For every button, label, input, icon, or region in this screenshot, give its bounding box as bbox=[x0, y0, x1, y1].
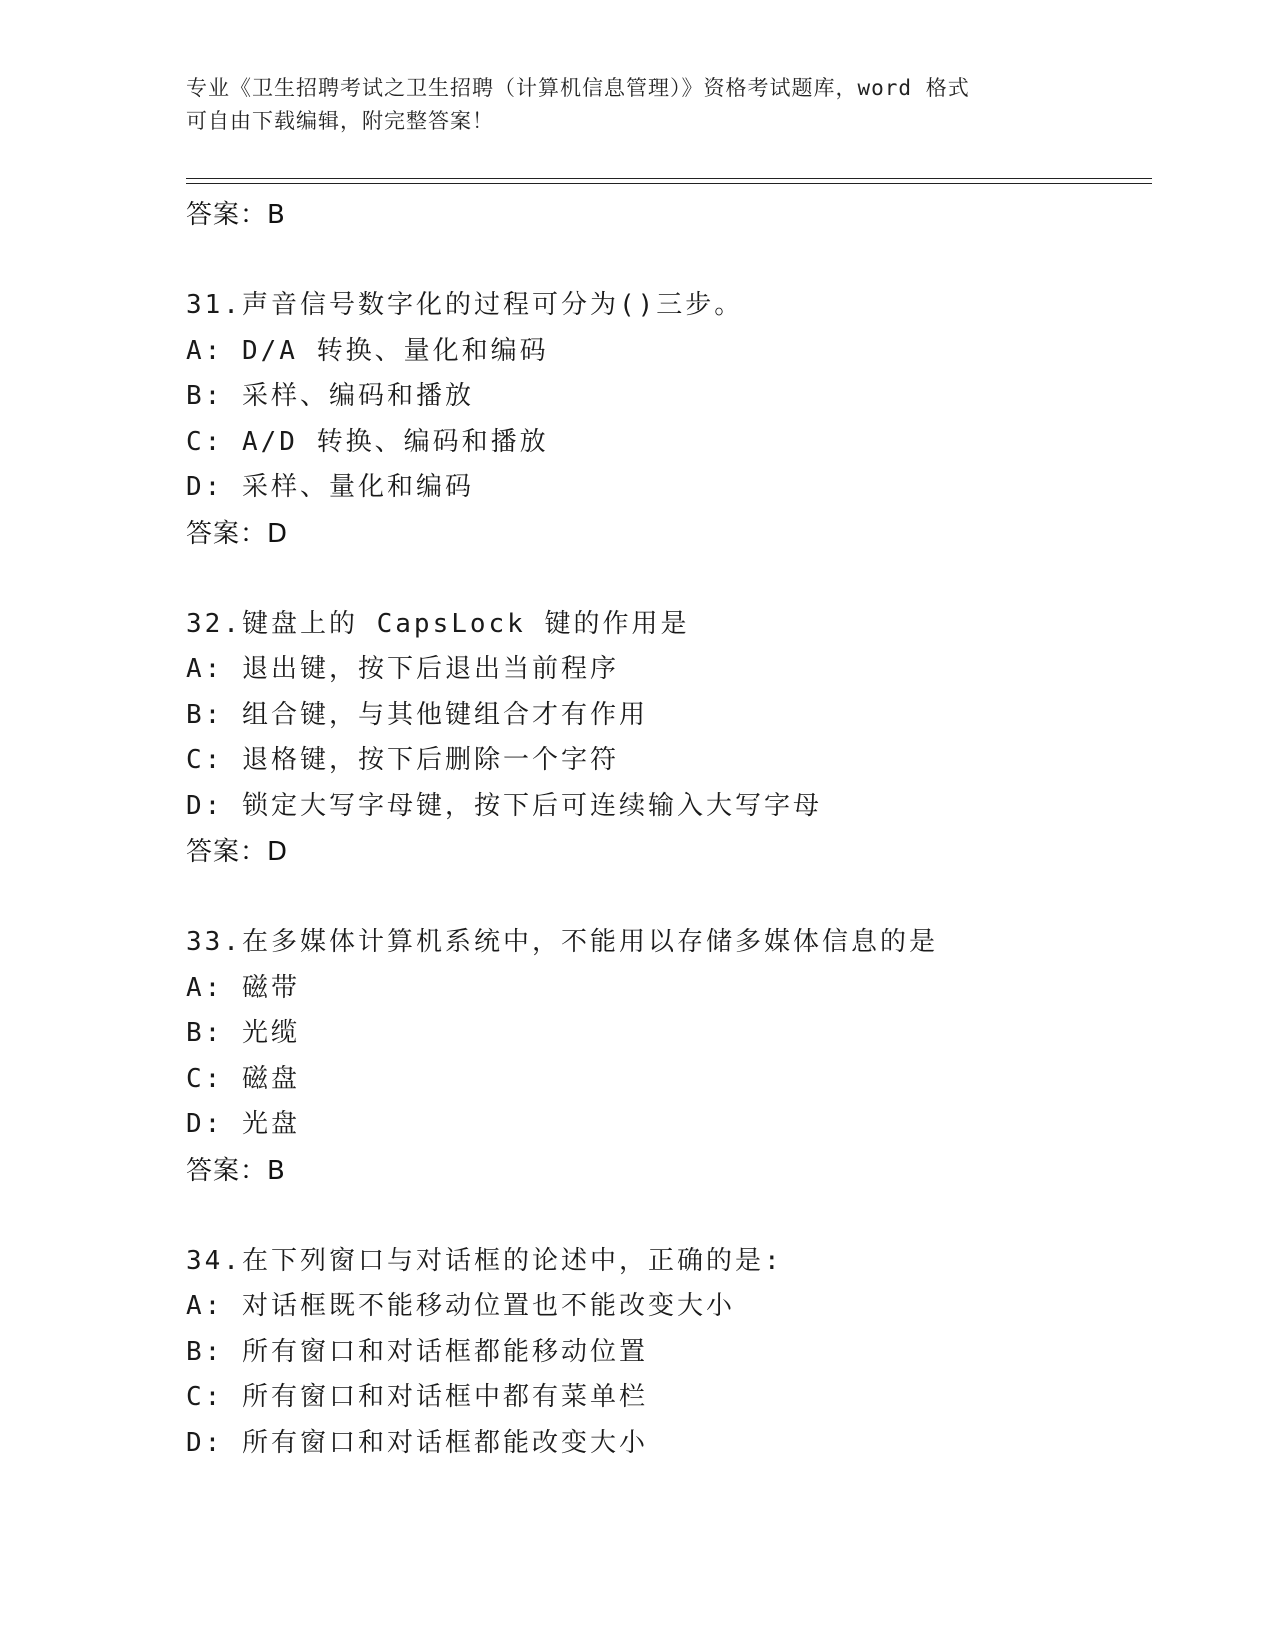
spacer bbox=[186, 557, 1146, 602]
header-line-1: 专业《卫生招聘考试之卫生招聘（计算机信息管理）》资格考试题库，word 格式 bbox=[186, 76, 970, 100]
option-b: B: 组合键，与其他键组合才有作用 bbox=[186, 699, 648, 730]
question-stem: 31.声音信号数字化的过程可分为()三步。 bbox=[186, 290, 744, 320]
answer-line: 答案：D bbox=[186, 837, 289, 867]
spacer bbox=[186, 875, 1146, 920]
question-block bbox=[186, 283, 1146, 557]
option-d: D: 光盘 bbox=[186, 1109, 300, 1139]
answer-line: 答案：B bbox=[186, 1155, 286, 1186]
question-stem: 32.键盘上的 CapsLock 键的作用是 bbox=[186, 608, 690, 639]
header-divider-top bbox=[186, 178, 1152, 179]
option-a: A: 磁带 bbox=[186, 972, 300, 1003]
option-c: C: 所有窗口和对话框中都有菜单栏 bbox=[186, 1382, 648, 1412]
option-b: B: 光缆 bbox=[186, 1018, 300, 1048]
question-stem: 33.在多媒体计算机系统中，不能用以存储多媒体信息的是 bbox=[186, 927, 938, 957]
option-d: D: 采样、量化和编码 bbox=[186, 472, 474, 502]
option-a: A: D/A 转换、量化和编码 bbox=[186, 335, 549, 366]
header-divider-bottom bbox=[186, 183, 1152, 184]
answer-line: 答案：B bbox=[186, 200, 286, 230]
option-a: A: 退出键，按下后退出当前程序 bbox=[186, 654, 619, 684]
question-stem: 34.在下列窗口与对话框的论述中，正确的是: bbox=[186, 1245, 783, 1276]
document-body bbox=[186, 192, 1146, 1466]
option-d: D: 锁定大写字母键，按下后可连续输入大写字母 bbox=[186, 790, 822, 821]
header-line-2: 可自由下载编辑，附完整答案！ bbox=[186, 109, 494, 133]
option-b: B: 采样、编码和播放 bbox=[186, 381, 474, 411]
question-block bbox=[186, 602, 1146, 876]
document-header bbox=[186, 72, 1086, 138]
option-c: C: 退格键，按下后删除一个字符 bbox=[186, 745, 619, 775]
spacer bbox=[186, 1194, 1146, 1239]
question-block bbox=[186, 1239, 1146, 1467]
option-c: C: A/D 转换、编码和播放 bbox=[186, 426, 549, 457]
question-block bbox=[186, 920, 1146, 1194]
option-d: D: 所有窗口和对话框都能改变大小 bbox=[186, 1427, 648, 1458]
option-b: B: 所有窗口和对话框都能移动位置 bbox=[186, 1336, 648, 1367]
answer-line: 答案：D bbox=[186, 518, 289, 549]
option-c: C: 磁盘 bbox=[186, 1063, 300, 1094]
option-a: A: 对话框既不能移动位置也不能改变大小 bbox=[186, 1291, 735, 1321]
spacer bbox=[186, 238, 1146, 283]
